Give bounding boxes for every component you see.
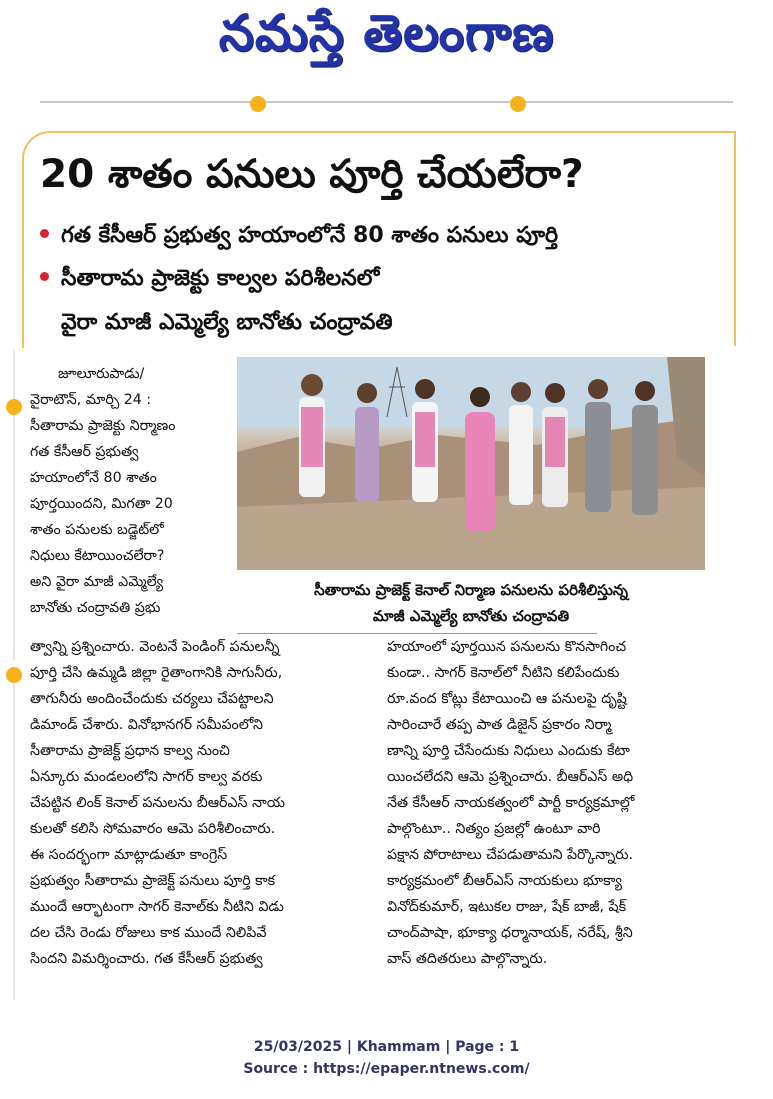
- text-line: చాంద్‌పాషా, భూక్యా ధర్మానాయక్, నరేష్, శ్రీని: [387, 925, 633, 941]
- sub-headline-text: గత కేసీఆర్ ప్రభుత్వ హయాంలోనే 80 శాతం పనులు పూర్తి: [61, 223, 559, 248]
- text-line: వాస్ తదితరులు పాల్గొన్నారు.: [387, 951, 548, 967]
- text-line: నిధులు కేటాయించలేరా?: [30, 548, 165, 564]
- bullet-icon: [40, 229, 49, 238]
- sub-headline-1: [40, 223, 558, 253]
- footer-source: Source : https://epaper.ntnews.com/: [243, 1061, 530, 1077]
- text-line: అని వైరా మాజీ ఎమ్మెల్యే: [30, 574, 164, 590]
- intro-column: [30, 361, 230, 621]
- text-line: పాల్గొంటూ.. నిత్యం ప్రజల్లో ఉంటూ వారి: [387, 821, 601, 837]
- text-line: హయాంలో పూర్తయిన పనులను కొనసాగించ: [387, 639, 627, 655]
- text-line: యించలేదని ఆమె ప్రశ్నించారు. బీఆర్ఎస్ అధి: [387, 769, 634, 785]
- text-line: త్వాన్ని ప్రశ్నించారు. వెంటనే పెండింగ్ పనులన్నీ: [30, 639, 280, 655]
- dateline: వైరాటౌన్, మార్చి 24 :: [30, 392, 152, 408]
- caption-line: మాజీ ఎమ్మెల్యే బానోతు చంద్రావతి: [372, 607, 570, 625]
- text-line: పూర్తి చేసి ఉమ్మడి జిల్లా రైతాంగానికి సాగునీరు,: [30, 665, 283, 681]
- article-photo: [237, 357, 705, 570]
- top-divider: [40, 101, 733, 103]
- photo-illustration: [237, 357, 705, 570]
- text-line: ముందే ఆర్భాటంగా సాగర్ కెనాల్‌కు నీటిని విడు: [30, 899, 284, 915]
- newspaper-logo: నమస్తే తెలంగాణ: [218, 4, 555, 62]
- bullet-icon: [40, 272, 49, 281]
- text-line: నేత కేసీఆర్ నాయకత్వంలో పార్టీ కార్యక్రమాల్లో: [387, 795, 635, 811]
- photo-caption: [237, 577, 705, 629]
- text-line: బానోతు చంద్రావతి ప్రభు: [30, 600, 161, 616]
- sub-headline-3: [61, 310, 393, 340]
- text-line: తాగునీరు అందించేందుకు చర్యలు చేపట్టాలని: [30, 691, 274, 707]
- text-line: ప్రభుత్వం సీతారామ ప్రాజెక్ట్ పనులు పూర్తి కాక: [30, 873, 275, 889]
- text-line: ఈ సందర్భంగా మాట్లాడుతూ కాంగ్రెస్: [30, 847, 228, 863]
- text-line: హయాంలోనే 80 శాతం: [30, 470, 157, 486]
- text-line: కార్యక్రమంలో బీఆర్ఎస్ నాయకులు భూక్యా: [387, 873, 622, 889]
- sub-headline-text: వైరా మాజీ ఎమ్మెల్యే బానోతు చంద్రావతి: [61, 310, 393, 335]
- text-line: కులతో కలిసి సోమవారం ఆమె పరిశీలించారు.: [30, 821, 276, 837]
- text-line: సిందని విమర్శించారు. గత కేసీఆర్ ప్రభుత్వ: [30, 951, 263, 967]
- text-line: రూ.వంద కోట్లు కేటాయించి ఆ పనులపై దృష్టి: [387, 691, 627, 707]
- text-line: డిమాండ్ చేశారు. వినోభానగర్ సమీపంలోని: [30, 717, 263, 733]
- text-line: శాతం పనులకు బడ్జెట్‌లో: [30, 522, 164, 538]
- text-line: జూలూరుపాడు/: [58, 366, 145, 382]
- text-line: కుండా.. సాగర్ కెనాల్‌లో నీటిని కలిపేందుకు: [387, 665, 620, 681]
- text-line: దల చేసి రెండు రోజులు కాక ముందే నిలిపివే: [30, 925, 267, 941]
- masthead: [0, 0, 773, 95]
- sub-headline-text: సీతారామ ప్రాజెక్టు కాల్వల పరిశీలనలో: [61, 266, 380, 291]
- side-rule: [13, 350, 15, 660]
- sub-headline-2: [40, 266, 379, 296]
- text-line: ణాన్ని పూర్తి చేసేందుకు నిధులు ఎందుకు కేటా: [387, 743, 630, 759]
- article-headline: 20 శాతం పనులు పూర్తి చేయలేరా?: [40, 152, 584, 197]
- text-line: పూర్తయిందని, మిగతా 20: [30, 496, 173, 512]
- text-line: సీతారామ ప్రాజెక్టు నిర్మాణం: [30, 418, 176, 434]
- side-rule: [13, 680, 15, 1000]
- text-line: సారించారే తప్ప పాత డిజైన్ ప్రకారం నిర్మా: [387, 717, 612, 733]
- text-line: పక్షాన పోరాటాలు చేపడుతామని పేర్కొన్నారు.: [387, 847, 634, 863]
- right-column: [387, 634, 722, 972]
- text-line: ఏన్కూరు మండలంలోని సాగర్ కాల్వ వరకు: [30, 769, 263, 785]
- caption-line: సీతారామ ప్రాజెక్ట్ కెనాల్ నిర్మాణ పనులను పరిశీలిస్తున్న: [314, 581, 628, 599]
- text-line: గత కేసీఆర్ ప్రభుత్వ: [30, 444, 139, 460]
- footer-meta: 25/03/2025 | Khammam | Page : 1: [253, 1039, 520, 1055]
- decor-dot: [250, 96, 266, 112]
- text-line: వినోద్‌కుమార్, ఇటుకల రాజు, షేక్ బాజీ, షేక్: [387, 899, 627, 915]
- left-column: [30, 634, 360, 972]
- text-line: సీతారామ ప్రాజెక్ట్ ప్రధాన కాల్వ నుంచి: [30, 743, 230, 759]
- decor-dot: [6, 399, 22, 415]
- decor-dot: [6, 667, 22, 683]
- text-line: చేపట్టిన లింక్ కెనాల్ పనులను బీఆర్ఎస్ నాయ: [30, 795, 286, 811]
- decor-dot: [510, 96, 526, 112]
